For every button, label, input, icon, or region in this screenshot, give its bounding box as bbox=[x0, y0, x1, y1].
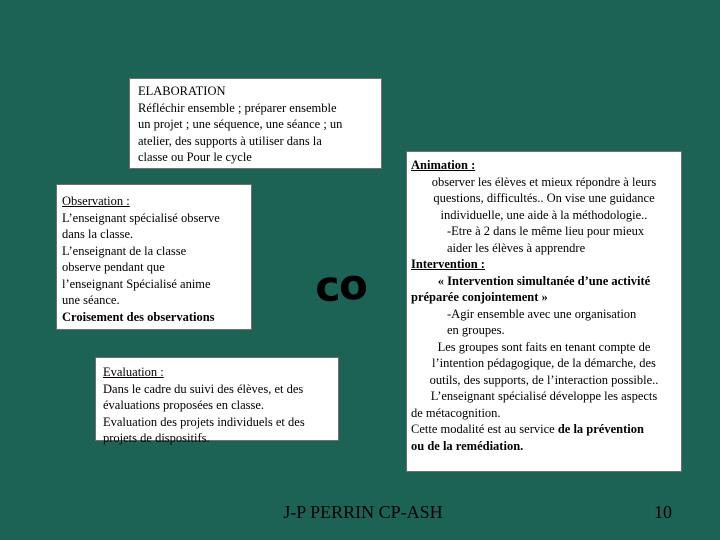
observation-box bbox=[56, 184, 252, 330]
observation-title: Observation : bbox=[62, 194, 130, 208]
animation-paragraph-line: de métacognition. bbox=[411, 405, 501, 420]
elaboration-title: ELABORATION bbox=[138, 84, 226, 98]
evaluation-text-line: Dans le cadre du suivi des élèves, et des bbox=[103, 381, 304, 396]
intervention-bullet-line: en groupes. bbox=[447, 323, 505, 337]
animation-text-line: observer les élèves et mieux répondre à leurs bbox=[431, 174, 657, 189]
observation-text-line: L’enseignant de la classe bbox=[62, 243, 187, 258]
observation-conclusion: Croisement des observations bbox=[62, 309, 215, 324]
evaluation-text-line: projets de dispositifs. bbox=[103, 431, 210, 445]
animation-paragraph-line: outils, des supports, de l’interaction possible.. bbox=[429, 372, 659, 387]
elaboration-box bbox=[129, 78, 382, 169]
observation-text-line: L’enseignant spécialisé observe bbox=[62, 210, 220, 225]
elaboration-text-line: classe ou Pour le cycle bbox=[138, 150, 252, 164]
animation-box bbox=[406, 151, 682, 472]
elaboration-text-line: Réfléchir ensemble ; préparer ensemble bbox=[138, 100, 337, 115]
observation-text-line: dans la classe. bbox=[62, 227, 134, 241]
intervention-title: Intervention : bbox=[411, 257, 485, 271]
service-bold: de la prévention bbox=[557, 422, 644, 436]
animation-text-line: questions, difficultés.. On vise une guidance bbox=[433, 191, 655, 205]
elaboration-text-line: un projet ; une séquence, une séance ; un bbox=[138, 117, 343, 131]
animation-paragraph-line: L’enseignant spécialisé développe les aspects bbox=[430, 389, 658, 403]
observation-text-line: l’enseignant Spécialisé anime bbox=[62, 276, 211, 291]
footer-author: J-P PERRIN CP-ASH bbox=[283, 502, 443, 522]
evaluation-text-line: évaluations proposées en classe. bbox=[103, 398, 265, 412]
observation-text-line: observe pendant que bbox=[62, 260, 165, 274]
intervention-bullet-line: -Agir ensemble avec une organisation bbox=[447, 306, 637, 321]
evaluation-text-line: Evaluation des projets individuels et des bbox=[103, 414, 305, 429]
animation-paragraph-line: l’intention pédagogique, de la démarche, des bbox=[432, 356, 656, 370]
animation-bullet-line: aider les élèves à apprendre bbox=[447, 240, 586, 255]
animation-text-line: individuelle, une aide à la méthodologie.. bbox=[440, 207, 648, 222]
animation-service-line bbox=[411, 421, 677, 438]
evaluation-title: Evaluation : bbox=[103, 365, 164, 379]
service-prefix: Cette modalité est au service bbox=[411, 422, 558, 436]
intervention-bold-line: « Intervention simultanée d’une activité bbox=[437, 273, 651, 288]
animation-paragraph-line: Les groupes sont faits en tenant compte de bbox=[437, 339, 651, 354]
intervention-bold-line: préparée conjointement » bbox=[411, 290, 548, 304]
animation-title: Animation : bbox=[411, 158, 476, 172]
evaluation-box bbox=[95, 357, 339, 445]
slide-number: 10 bbox=[654, 502, 672, 522]
observation-text-line: une séance. bbox=[62, 293, 120, 307]
elaboration-text-line: atelier, des supports à utiliser dans la bbox=[138, 133, 322, 148]
center-co-label: co bbox=[313, 259, 369, 312]
service-last-line: ou de la remédiation. bbox=[411, 438, 524, 453]
animation-bullet-line: -Etre à 2 dans le même lieu pour mieux bbox=[447, 224, 645, 238]
